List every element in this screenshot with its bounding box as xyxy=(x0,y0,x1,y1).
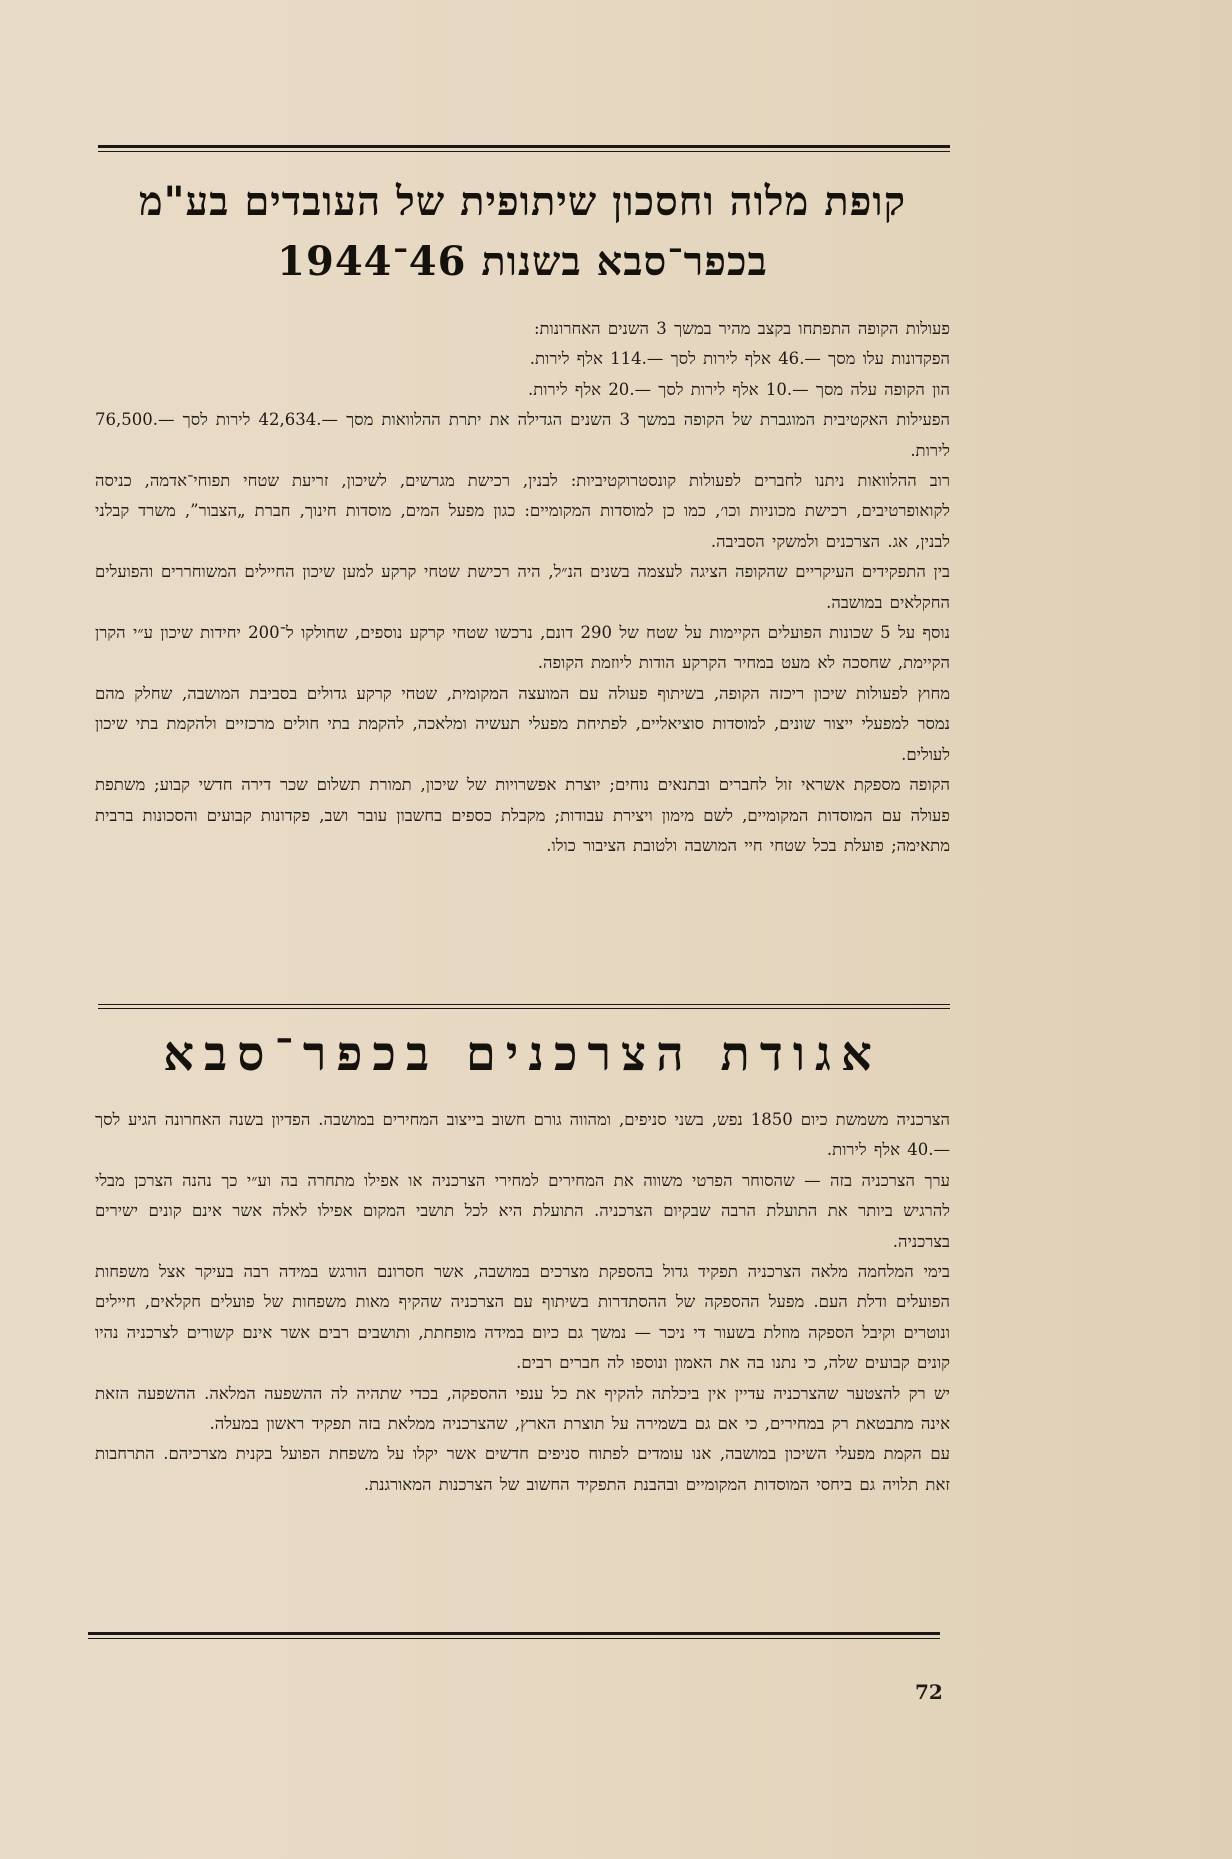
paragraph: הון הקופה עלה מסך —.10 אלף לירות לסך —.20 אלף לירות. xyxy=(527,379,950,399)
paragraph: הצרכניה משמשת כיום 1850 נפש, בשני סניפים, ומהווה גורם חשוב בייצוב המחירים במושבה. הפדיון בשנה האחרונה הגיע לסך —.40 אלף לירות. xyxy=(95,1110,951,1160)
top-rule xyxy=(98,145,950,152)
article2-body xyxy=(95,1105,950,1500)
article1-title-line1: קופת מלוה וחסכון שיתופית של העובדים בע"מ xyxy=(138,178,907,225)
article1-body xyxy=(95,314,950,861)
article1-title-line2: בכפר־סבא בשנות 46־1944 xyxy=(277,238,768,285)
page-number: 72 xyxy=(915,1680,943,1704)
paragraph: ערך הצרכניה בזה — שהסוחר הפרטי משווה את המחירים למחירי הצרכניה או אפילו מתחרה בה וע״י כך נהנה הצרכן מבלי להרגיש ביותר את התועלת הרבה שבקיום הצרכניה. התועלת היא לכל תושבי המקום אפילו לאלה אשר אינם קונים ישירים בצרכניה. xyxy=(95,1170,950,1251)
paragraph: הפקדונות עלו מסך —.46 אלף לירות לסך —.114 אלף לירות. xyxy=(529,349,950,369)
article1-header xyxy=(95,172,950,292)
paragraph: עם הקמת מפעלי השיכון במושבה, אנו עומדים לפתוח סניפים חדשים אשר יקלו על משפחת הפועל בקנית מצרכיהם. התרחבות זאת תלויה גם ביחסי המוסדות המקומיים ובהבנת התפקיד החשוב של הצרכנות המאורגנת. xyxy=(95,1444,950,1494)
paragraph: הקופה מספקת אשראי זול לחברים ובתנאים נוחים; יוצרת אפשרויות של שיכון, תמורת תשלום שכר דירה חדשי קבוע; משתפת פעולה עם המוסדות המקומיים, לשם מימון ויצירת עבודות; מקבלת כספים בחשבון עובר ושב, פקדונות קבועים והסכונות ברבית מתאימה; פועלת בכל שטחי חיי המושבה ולטובת הציבור כולו. xyxy=(95,775,950,855)
article2-title: אגודת הצרכנים בכפר־סבא xyxy=(163,1026,882,1082)
section-divider xyxy=(98,1004,950,1009)
paragraph: יש רק להצטער שהצרכניה עדיין אין ביכלתה להקיף את כל ענפי ההספקה, בכדי שתהיה לה ההשפעה המלאה. ההשפעה הזאת אינה מתבטאת רק במחירים, כי אם גם בשמירה על תוצרת הארץ, שהצרכניה ממלאת בזה תפקיד ראשון במעלה. xyxy=(95,1383,950,1434)
paragraph: מחוץ לפעולות שיכון ריכזה הקופה, בשיתוף פעולה עם המועצה המקומית, שטחי קרקע גדולים בסביבת המושבה, שחלק מהם נמסר למפעלי ייצור שונים, למוסדות סוציאליים, לפתיחת מפעלי תעשיה ומלאכה, להקמת בתי חולים מרכזיים ולהקמת בתי שיכון לעולים. xyxy=(95,683,950,764)
paragraph: פעולות הקופה התפתחו בקצב מהיר במשך 3 השנים האחרונות: xyxy=(533,319,950,338)
paragraph: בימי המלחמה מלאה הצרכניה תפקיד גדול בהספקת מצרכים במושבה, אשר חסרונם הורגש במידה רבה בעיקר אצל משפחות הפועלים ודלת העם. מפעל ההספקה של ההסתדרות בשיתוף עם הצרכניה שהקיף מאות משפחות של פועלים חקלאים, חיילים ונוטרים וקיבל הספקה מוזלת בשעור די ניכר — נמשך גם כיום במידה מופחתת, ותושבים רבים אשר אינם קשורים לצרכניה נהיו קונים קבועים שלה, כי נתנו בה את האמון ונוספו לה חברים רבים. xyxy=(95,1262,950,1373)
paragraph: בין התפקידים העיקריים שהקופה הציגה לעצמה בשנים הנ״ל, היה רכישת שטחי קרקע למען שיכון החיילים המשוחררים והפועלים החקלאים במושבה. xyxy=(95,562,950,612)
paragraph: נוסף על 5 שכונות הפועלים הקיימות על שטח של 290 דונם, נרכשו שטחי קרקע נוספים, שחולקו ל־200 יחידות שיכון ע״י הקרן הקיימת, שחסכה לא מעט במחיר הקרקע הודות ליוזמת הקופה. xyxy=(95,623,950,673)
paragraph: רוב ההלוואות ניתנו לחברים לפעולות קונסטרוקטיביות: לבנין, רכישת מגרשים, לשיכון, זריעת שטחי תפוחי־אדמה, כניסה לקואופרטיבים, רכישת מכוניות וכו׳, כמו כן למוסדות המקומיים: כגון מפעל המים, מוסדות חינוך, חברת „הצבור”, משרד קבלני לבנין, אג. הצרכנים ולמשקי הסביבה. xyxy=(95,471,950,551)
article2-header xyxy=(95,1024,950,1084)
paragraph: הפעילות האקטיבית המוגברת של הקופה במשך 3 השנים הגדילה את יתרת ההלוואות מסך —.42,634 לירות לסך —.76,500 לירות. xyxy=(95,410,951,460)
bottom-rule xyxy=(88,1632,940,1639)
